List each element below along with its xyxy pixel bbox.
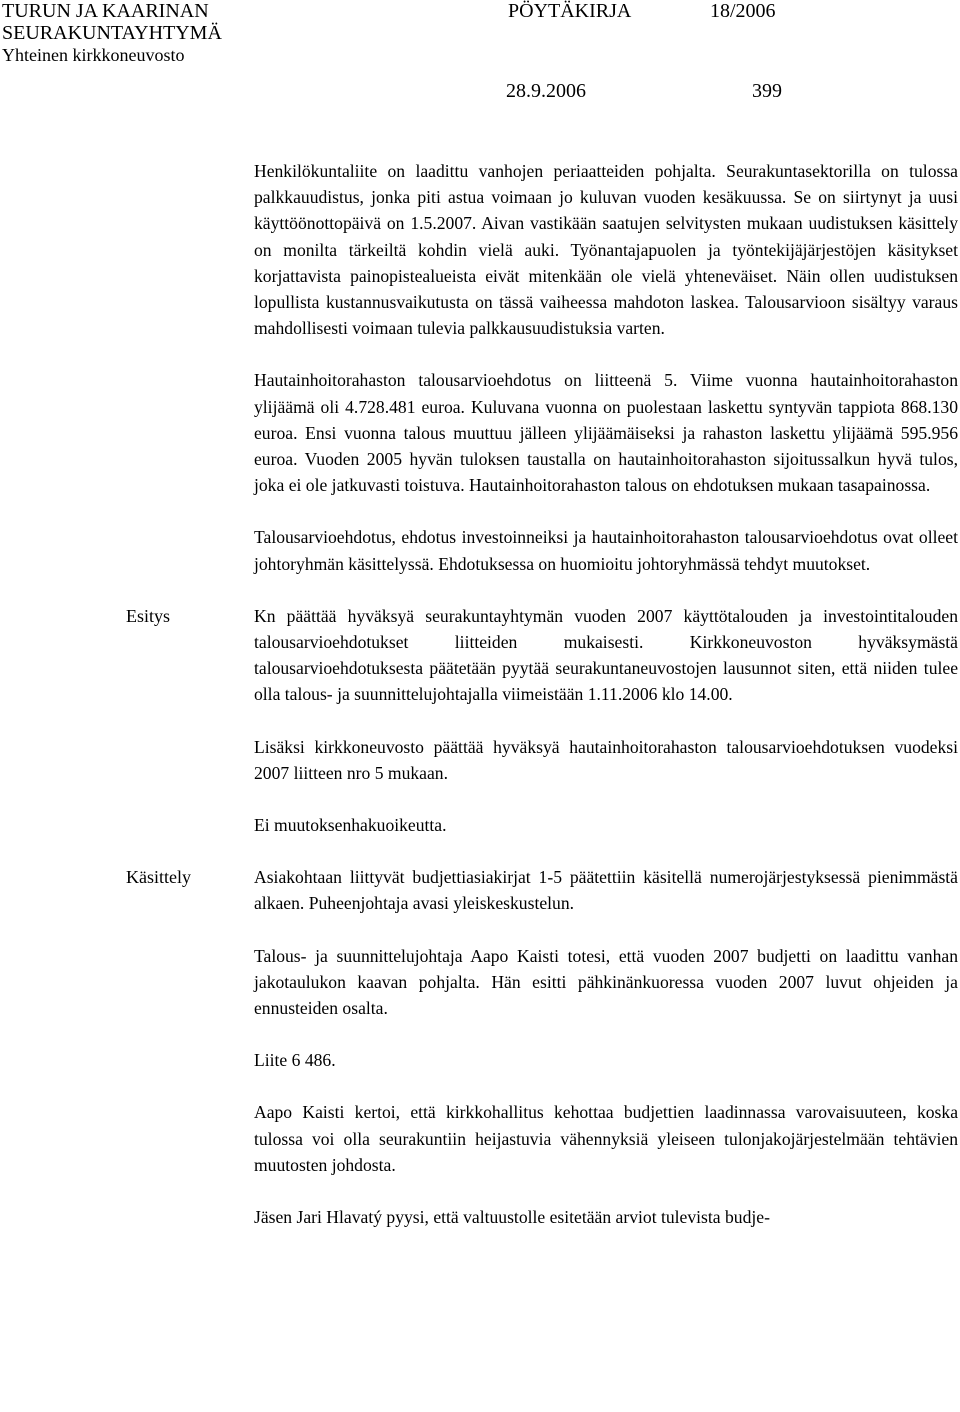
section-esitys xyxy=(126,603,958,838)
paragraph-esitys-no-appeal: Ei muutoksenhakuoikeutta. xyxy=(254,815,447,836)
paragraph-kasittely-appendix: Liite 6 486. xyxy=(254,1050,336,1071)
paragraph-kasittely-order: Asiakohtaan liittyvät budjettiasiakirjat 1-5 päätettiin käsitellä numerojärjestyksessä pienimmästä alkaen. Puheenjohtaja avasi yleiskeskustelun. xyxy=(254,867,958,914)
paragraph-kasittely-caution: Aapo Kaisti kertoi, että kirkkohallitus kehottaa budjettien laadinnassa varovaisuuteen, koska tulossa voi olla seurakuntiin heijastuvia vähennyksiä yleiseen tulonjakojärjestelmään tehtävien muutosten johdosta. xyxy=(254,1102,958,1175)
organization-name: TURUN JA KAARINAN xyxy=(2,0,209,22)
section-label-kasittely: Käsittely xyxy=(126,867,191,888)
body-name: Yhteinen kirkkoneuvosto xyxy=(2,45,185,65)
document-number: 18/2006 xyxy=(710,0,776,22)
section-kasittely xyxy=(126,864,958,1230)
document-type: PÖYTÄKIRJA xyxy=(508,0,632,22)
organization-block xyxy=(2,0,222,65)
section-label-esitys: Esitys xyxy=(126,605,171,626)
paragraph-kasittely-kaisti: Talous- ja suunnittelujohtaja Aapo Kaisti totesi, että vuoden 2007 budjetti on laadittu vanhan jakotaulukon kaavan pohjalta. Hän esitti pähkinänkuoressa vuoden 2007 luvut ohjeiden ja ennusteiden osalta. xyxy=(254,945,958,1019)
minutes-body xyxy=(126,158,958,1230)
document-header xyxy=(0,0,960,110)
paragraph-kasittely-hlavaty: Jäsen Jari Hlavatý pyysi, että valtuustolle esitetään arviot tulevista budje- xyxy=(254,1207,770,1228)
paragraph-esitys-decision: Kn päättää hyväksyä seurakuntayhtymän vuoden 2007 käyttötalouden ja investointitalouden talousarvioehdotukset liitteiden mukaisesti. Kirkkoneuvoston hyväksymästä talousarvioehdotuksesta päätetään pyytää seurakuntaneuvostojen lausunnot siten, että niiden tulee olla talous- ja suunnittelujohtajalla viimeistään 1.11.2006 klo 14.00. xyxy=(254,605,958,705)
paragraph-esitys-burial-fund: Lisäksi kirkkoneuvosto päättää hyväksyä hautainhoitorahaston talousarvioehdotuksen vuodeksi 2007 liitteen nro 5 mukaan. xyxy=(254,736,958,783)
page-number: 399 xyxy=(752,80,782,102)
paragraph-personnel: Henkilökuntaliite on laadittu vanhojen periaatteiden pohjalta. Seurakuntasektorilla on tulossa palkkauudistus, jonka piti astua voimaan jo kuluvan vuoden kesäkuussa. Se on siirtynyt ja uusi käyttöönottopäivä on 1.5.2007. Aivan vastikään saatujen selvitysten mukaan uudistuksen käsittely on monilta tärkeiltä kohdin vielä auki. Työnantajapuolen ja työntekijäjärjestöjen käsitykset korjattavista painopistealueista eivät mitenkään ole vielä yhteneväiset. Näin ollen uudistuksen lopullista kustannusvaikutusta on tässä vaiheessa mahdoton laskea. Talousarvioon sisältyy varaus mahdollisesti voimaan tulevia palkkausuudistuksia varten. xyxy=(254,161,958,339)
paragraph-burial-fund: Hautainhoitorahaston talousarvioehdotus on liitteenä 5. Viime vuonna hautainhoitorahaston ylijäämä oli 4.728.481 euroa. Kuluvana vuonna on puolestaan laskettu syntyvän tappiota 868.130 euroa. Ensi vuonna talous muuttuu jälleen ylijäämäiseksi ja rahaston laskettu ylijäämä 595.956 euroa. Vuoden 2005 hyvän tuloksen taustalla on hautainhoitorahaston sijoitussalkun hyvä tulos, joka ei ole jatkuvasti toistuva. Hautainhoitorahaston talous on ehdotuksen mukaan tasapainossa. xyxy=(254,370,958,496)
paragraph-budget-proposal: Talousarvioehdotus, ehdotus investoinneiksi ja hautainhoitorahaston talousarvioehdotus ovat olleet johtoryhmän käsittelyssä. Ehdotuksessa on huomioitu johtoryhmässä tehdyt muutokset. xyxy=(254,527,958,574)
meeting-date: 28.9.2006 xyxy=(506,80,586,102)
organization-subname: SEURAKUNTAYHTYMÄ xyxy=(2,22,222,44)
